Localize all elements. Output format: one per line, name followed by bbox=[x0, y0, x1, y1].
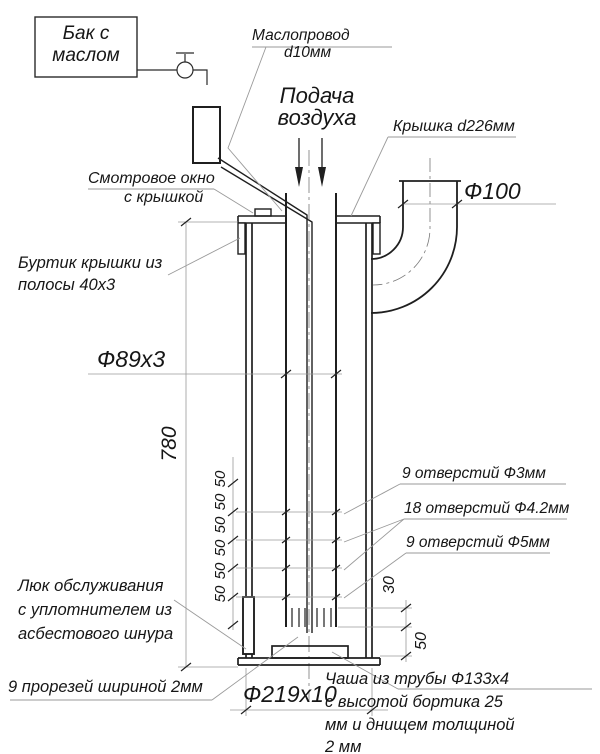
sight-window bbox=[255, 209, 271, 216]
oil-line-label-1: Маслопровод bbox=[252, 27, 350, 44]
cover-label: Крышка d226мм bbox=[393, 118, 515, 135]
bowl-label-4: 2 мм bbox=[325, 738, 362, 754]
air-arrows bbox=[295, 138, 326, 187]
valve-piping bbox=[137, 53, 207, 85]
spacing-dim-5: 50 bbox=[212, 585, 230, 603]
bottom-gap-dim: 50 bbox=[412, 632, 430, 650]
bowl-label-3: мм и днищем толщиной bbox=[325, 716, 515, 734]
slots-label: 9 прорезей шириной 2мм bbox=[8, 678, 203, 696]
spacing-dim-4: 50 bbox=[212, 562, 230, 580]
holes-mid-label: 18 отверстий Ф4.2мм bbox=[404, 500, 570, 517]
body-dia-label: Ф219x10 bbox=[243, 681, 337, 707]
slot-length-dim: 30 bbox=[380, 576, 398, 594]
hatch-label-2: с уплотнителем из bbox=[18, 601, 173, 619]
tube-dia-label: Ф89x3 bbox=[97, 346, 166, 372]
bowl-label-1: Чаша из трубы Ф133x4 bbox=[325, 670, 510, 688]
height-dim-label: 780 bbox=[157, 426, 181, 462]
oil-tank-label: Бак с маслом bbox=[52, 23, 120, 66]
service-hatch bbox=[243, 597, 254, 654]
flange-label-2: полосы 40x3 bbox=[18, 276, 116, 294]
outlet-dia-label: Ф100 bbox=[464, 178, 521, 204]
hatch-label-3: асбестового шнура bbox=[18, 625, 174, 643]
central-tube bbox=[286, 193, 336, 627]
elbow-centerline bbox=[373, 158, 430, 285]
oil-pipe bbox=[218, 158, 312, 633]
holes-big-label: 9 отверстий Ф5мм bbox=[406, 534, 550, 551]
bowl-label-2: с высотой бортика 25 bbox=[325, 693, 503, 711]
spacing-dim-1: 50 bbox=[212, 493, 230, 511]
sight-window-label-2: с крышкой bbox=[124, 189, 204, 206]
dim-30-50 bbox=[338, 600, 412, 662]
sight-window-label-1: Смотровое окно bbox=[88, 170, 215, 187]
metering-box bbox=[193, 107, 220, 163]
spacing-dim-3: 50 bbox=[212, 539, 230, 557]
spacing-dim-2: 50 bbox=[212, 516, 230, 534]
flange-label-1: Буртик крышки из bbox=[18, 254, 163, 272]
hatch-label-1: Люк обслуживания bbox=[18, 577, 164, 595]
air-supply-label: Подача воздуха bbox=[277, 83, 357, 130]
outlet-elbow bbox=[371, 181, 461, 313]
spacing-dim-0: 50 bbox=[212, 470, 230, 488]
oil-line-label-2: d10мм bbox=[284, 44, 332, 61]
holes-small-label: 9 отверстий Ф3мм bbox=[402, 465, 546, 482]
